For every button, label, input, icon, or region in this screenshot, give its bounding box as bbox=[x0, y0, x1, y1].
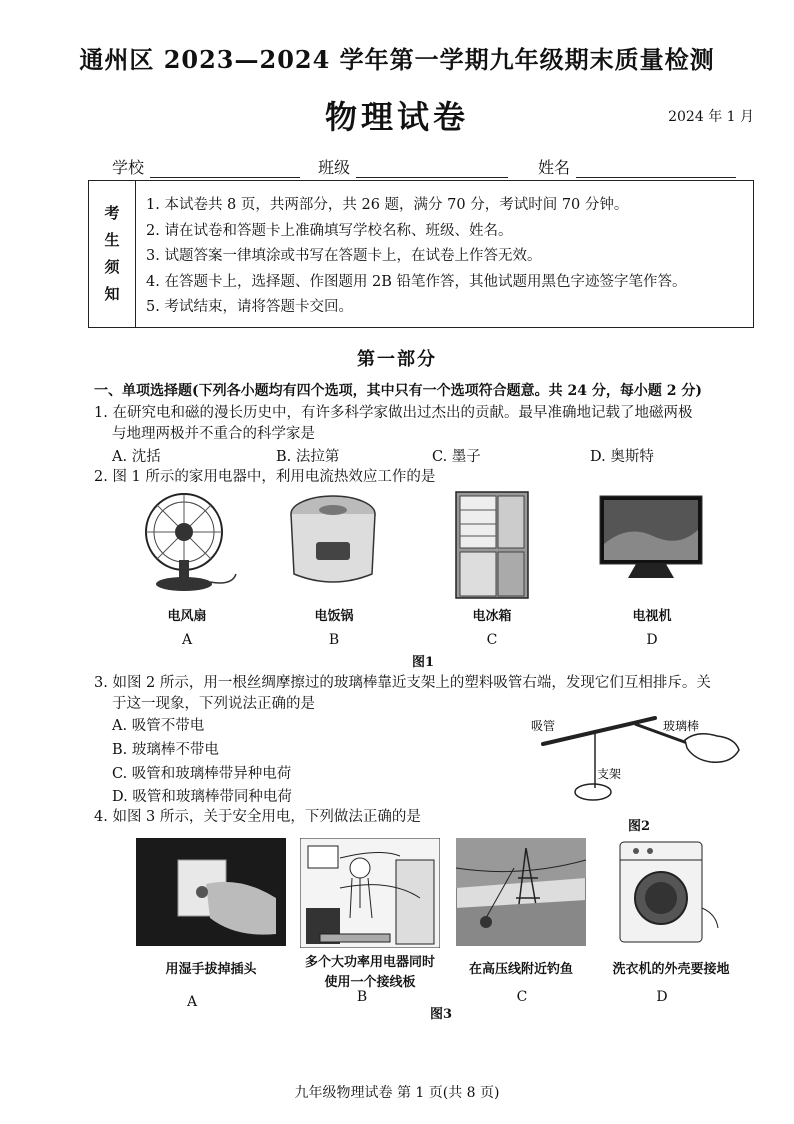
exam-notice-box bbox=[88, 180, 754, 328]
figure-2-label: 图2 bbox=[628, 819, 651, 834]
q1-option-d[interactable]: D. 奥斯特 bbox=[590, 449, 654, 465]
question-2-text: 2. 图 1 所示的家用电器中，利用电流热效应工作的是 bbox=[94, 469, 436, 485]
class-field[interactable] bbox=[318, 155, 508, 178]
straw-label: 吸管 bbox=[531, 719, 556, 733]
q4-letter-c[interactable]: C bbox=[516, 989, 528, 1005]
part-title: 第一部分 bbox=[357, 349, 437, 370]
q4-caption-a: 用湿手拔掉插头 bbox=[165, 962, 257, 977]
school-field[interactable] bbox=[112, 155, 300, 178]
notice-item: 3. 试题答案一律填涂或书写在答题卡上，在试卷上作答无效。 bbox=[146, 248, 542, 264]
q4-letter-b[interactable]: B bbox=[356, 989, 368, 1005]
refrigerator-icon bbox=[452, 490, 532, 602]
q2-caption-a: 电风扇 bbox=[167, 609, 207, 624]
class-label: 班级 bbox=[318, 158, 351, 177]
figure-1-label: 图1 bbox=[412, 655, 435, 670]
q3-option-a[interactable]: A. 吸管不带电 bbox=[112, 718, 205, 734]
q4-caption-b-line1: 多个大功率用电器同时 bbox=[304, 955, 435, 970]
q2-letter-d[interactable]: D bbox=[646, 632, 658, 648]
name-field[interactable] bbox=[538, 155, 736, 178]
hand-icon bbox=[685, 734, 739, 763]
q4-caption-c: 在高压线附近钓鱼 bbox=[468, 962, 573, 977]
q2-letter-b[interactable]: B bbox=[328, 632, 340, 648]
q4-caption-d: 洗衣机的外壳要接地 bbox=[612, 962, 730, 977]
q2-caption-c: 电冰箱 bbox=[472, 609, 512, 624]
name-label: 姓名 bbox=[538, 158, 571, 177]
q1-option-b[interactable]: B. 法拉第 bbox=[276, 449, 340, 465]
question-4-text: 4. 如图 3 所示，关于安全用电，下列做法正确的是 bbox=[94, 809, 421, 825]
rice-cooker-icon bbox=[286, 492, 381, 592]
page-footer: 九年级物理试卷 第 1 页(共 8 页) bbox=[294, 1085, 500, 1101]
q1-option-a[interactable]: A. 沈括 bbox=[112, 449, 161, 465]
q3-option-c[interactable]: C. 吸管和玻璃棒带异种电荷 bbox=[112, 766, 292, 782]
school-label: 学校 bbox=[112, 158, 145, 177]
straw-shape bbox=[543, 718, 655, 744]
television-icon bbox=[598, 494, 704, 590]
section-title: 一、单项选择题(下列各小题均有四个选项，其中只有一个选项符合题意。共 24 分，每小题 2 分) bbox=[94, 383, 702, 399]
q2-caption-b: 电饭锅 bbox=[314, 609, 354, 624]
q2-letter-a[interactable]: A bbox=[181, 632, 193, 648]
straw-stand-diagram bbox=[525, 700, 770, 812]
question-1-line2: 与地理两极并不重合的科学家是 bbox=[112, 426, 315, 442]
electric-fan-icon bbox=[132, 490, 242, 595]
notice-list bbox=[136, 181, 687, 327]
exam-subtitle: 物理试卷 bbox=[324, 98, 469, 136]
stand-base bbox=[575, 784, 611, 800]
rod-label: 玻璃棒 bbox=[663, 719, 700, 733]
notice-item: 4. 在答题卡上，选择题、作图题用 2B 铅笔作答，其他试题用黑色字迹签字笔作答。 bbox=[146, 273, 687, 290]
overloaded-power-strip-icon bbox=[300, 838, 440, 948]
question-3-line1: 3. 如图 2 所示，用一根丝绸摩擦过的玻璃棒靠近支架上的塑料吸管右端，发现它们互相排斥。关 bbox=[94, 675, 711, 691]
exam-title: 通州区 2023—2024 学年第一学期九年级期末质量检测 bbox=[79, 45, 715, 74]
question-1-line1: 1. 在研究电和磁的漫长历史中，有许多科学家做出过杰出的贡献。最早准确地记载了地磁两极 bbox=[94, 405, 693, 421]
notice-side-label: 考 生 须 知 bbox=[89, 181, 136, 327]
q3-option-b[interactable]: B. 玻璃棒不带电 bbox=[112, 742, 219, 758]
q2-caption-d: 电视机 bbox=[632, 609, 672, 624]
grounded-washing-machine-icon bbox=[606, 838, 726, 948]
q2-letter-c[interactable]: C bbox=[486, 632, 498, 648]
q1-option-c[interactable]: C. 墨子 bbox=[432, 449, 481, 465]
exam-date: 2024 年 1 月 bbox=[668, 109, 754, 125]
notice-item: 2. 请在试卷和答题卡上准确填写学校名称、班级、姓名。 bbox=[146, 222, 513, 239]
q4-caption-b-line2: 使用一个接线板 bbox=[324, 975, 416, 990]
q4-letter-a[interactable]: A bbox=[186, 994, 198, 1010]
fishing-near-power-line-icon bbox=[456, 838, 586, 946]
notice-item: 1. 本试卷共 8 页，共两部分，共 26 题，满分 70 分，考试时间 70 分钟。 bbox=[146, 197, 629, 213]
wet-hand-plug-icon bbox=[136, 838, 286, 946]
question-3-line2: 于这一现象，下列说法正确的是 bbox=[112, 696, 315, 712]
q4-letter-d[interactable]: D bbox=[656, 989, 668, 1005]
figure-3-label: 图3 bbox=[430, 1007, 453, 1022]
stand-label: 支架 bbox=[597, 767, 622, 781]
q3-option-d[interactable]: D. 吸管和玻璃棒带同种电荷 bbox=[112, 789, 292, 805]
notice-item: 5. 考试结束，请将答题卡交回。 bbox=[146, 299, 353, 315]
